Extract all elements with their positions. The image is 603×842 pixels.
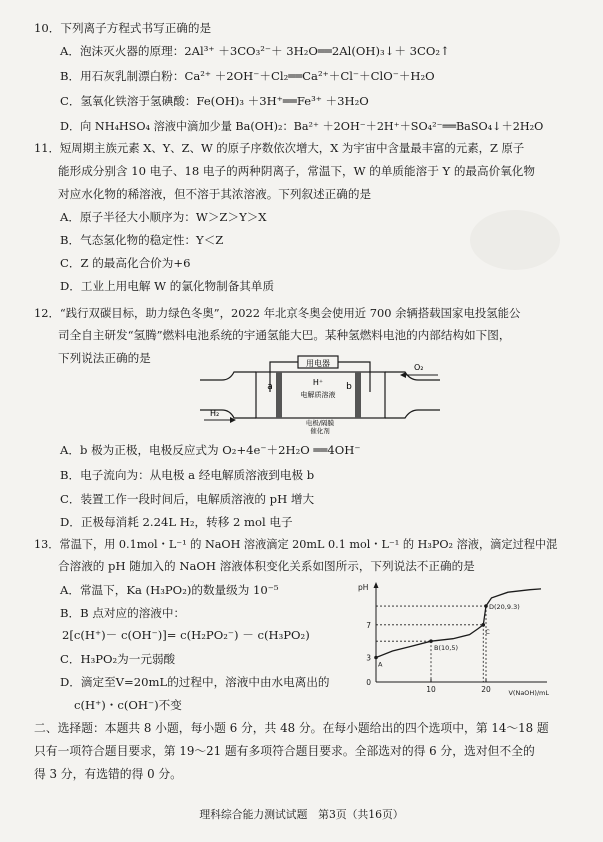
load-label: 用电器: [306, 359, 330, 368]
page-footer: 理科综合能力测试试题 第3页（共16页）: [199, 808, 404, 821]
q10-option-c: C．氢氧化铁溶于氢碘酸：Fe(OH)₃ ＋3H⁺══Fe³⁺ ＋3H₂O: [60, 94, 369, 108]
titration-chart: [352, 578, 557, 700]
data-point: [429, 639, 433, 643]
q12-stem-line-1: 12．“践行双碳目标，助力绿色冬奥”，2022 年北京冬奥会使用近 700 余辆搭载国家电投氢能公: [34, 306, 521, 320]
y-tick-label: 3: [366, 653, 371, 663]
h-plus-label: H⁺: [312, 378, 324, 387]
q13-option-b-formula: 2[c(H⁺)－ c(OH⁻)]= c(H₂PO₂⁻) － c(H₃PO₂): [62, 628, 310, 642]
q13-stem-line-2: 合溶液的 pH 随加入的 NaOH 溶液体积变化关系如图所示，下列说法不正确的是: [58, 559, 475, 573]
q10-option-d: D．向 NH₄HSO₄ 溶液中滴加少量 Ba(OH)₂：Ba²⁺ ＋2OH⁻＋2H⁺＋SO₄²⁻══BaSO₄↓＋2H₂O: [60, 120, 544, 133]
q12-stem-line-3: 下列说法正确的是: [58, 351, 151, 365]
q12-option-a: A．b 极为正极，电极反应式为 O₂+4e⁻＋2H₂O ══4OH⁻: [60, 443, 361, 457]
electrode-a: [276, 372, 282, 418]
q10-stem: 10．下列离子方程式书写正确的是: [34, 21, 212, 35]
q12-option-c: C．装置工作一段时间后，电解质溶液的 pH 增大: [60, 492, 315, 506]
q13-option-c: C．H₃PO₂为一元弱酸: [60, 652, 176, 666]
right-pipe: [385, 372, 440, 418]
x-tick-label: 10: [426, 685, 436, 694]
q11-stem-line-1: 11．短周期主族元素 X、Y、Z、W 的原子序数依次增大，X 为宇宙中含量最丰富的元素，Z 原子: [34, 141, 525, 155]
x-tick-label: 20: [481, 685, 491, 694]
q13-option-a: A．常温下，Ka (H₃PO₂)的数量级为 10⁻⁵: [60, 583, 279, 597]
point-label: C: [485, 627, 490, 636]
electrode-b-label: b: [346, 382, 352, 392]
q11-stem-line-2: 能形成分别含 10 电子、18 电子的两种阴离子，常温下，W 的单质能溶于 Y 的最高价氧化物: [58, 164, 535, 178]
electrode-b: [355, 372, 361, 418]
fuel-cell-diagram: [200, 352, 440, 436]
point-label: D(20,9.3): [489, 603, 520, 612]
section2-line-3: 得 3 分，有选错的得 0 分。: [34, 767, 182, 781]
o2-arrow-head: [400, 372, 406, 378]
q11-option-b: B．气态氢化物的稳定性：Y＜Z: [60, 233, 224, 247]
data-point: [484, 604, 488, 608]
scan-stain: [470, 210, 560, 270]
ph-curve: [376, 589, 541, 658]
y-axis-arrow: [374, 582, 379, 588]
o2-label: O₂: [414, 363, 424, 372]
data-point: [374, 656, 378, 660]
q11-stem-line-3: 对应水化物的稀溶液，但不溶于其浓溶液。下列叙述正确的是: [58, 187, 372, 201]
q13-option-d-cont: c(H⁺)・c(OH⁻)不变: [74, 698, 182, 712]
q11-option-c: C．Z 的最高化合价为+6: [60, 256, 191, 270]
q13-option-b: B．B 点对应的溶液中：: [60, 606, 186, 620]
electrode-a-label: a: [267, 382, 273, 392]
h2-label: H₂: [210, 409, 220, 418]
section2-line-1: 二、选择题：本题共 8 小题，每小题 6 分，共 48 分。在每小题给出的四个选项中，第 14～18 题: [34, 721, 549, 735]
point-label: A: [378, 660, 383, 669]
q12-stem-line-2: 司全自主研发“氢腾”燃料电池系统的宇通氢能大巴。某种氢燃料电池的内部结构如下图，: [58, 328, 511, 342]
electrolyte-label: 电解质溶液: [300, 391, 336, 399]
q11-option-d: D．工业上用电解 W 的氯化物制备其单质: [60, 279, 275, 293]
point-label: B(10,5): [434, 644, 459, 653]
data-point: [481, 623, 485, 627]
q11-option-a: A．原子半径大小顺序为：W＞Z＞Y＞X: [60, 210, 267, 224]
q13-stem-line-1: 13．常温下，用 0.1mol・L⁻¹ 的 NaOH 溶液滴定 20mL 0.1 mol・L⁻¹ 的 H₃PO₂ 溶液，滴定过程中混: [34, 538, 558, 551]
membrane-label: 电极/隔膜: [305, 419, 335, 427]
y-tick-label: 7: [366, 620, 371, 630]
left-pipe: [200, 372, 256, 418]
y-tick-label: 0: [366, 678, 371, 687]
q12-option-d: D．正极每消耗 2.24L H₂，转移 2 mol 电子: [60, 515, 293, 529]
q10-option-b: B．用石灰乳制漂白粉：Ca²⁺ ＋2OH⁻＋Cl₂══Ca²⁺＋Cl⁻＋ClO⁻＋H₂O: [60, 69, 435, 83]
q10-option-a: A．泡沫灭火器的原理：2Al³⁺ ＋3CO₃²⁻＋ 3H₂O══2Al(OH)₃↓＋ 3CO₂↑: [60, 44, 450, 58]
q12-option-b: B．电子流向为：从电极 a 经电解质溶液到电极 b: [60, 468, 315, 482]
catalyst-label: 催化剂: [310, 427, 330, 435]
q13-option-d: D．滴定至V=20mL的过程中，溶液中由水电离出的: [60, 675, 330, 689]
y-axis-label: pH: [358, 583, 369, 592]
x-axis-label: V(NaOH)/mL: [508, 689, 549, 697]
section2-line-2: 只有一项符合题目要求，第 19～21 题有多项符合题目要求。全部选对的得 6 分，选对但不全的: [34, 744, 535, 758]
